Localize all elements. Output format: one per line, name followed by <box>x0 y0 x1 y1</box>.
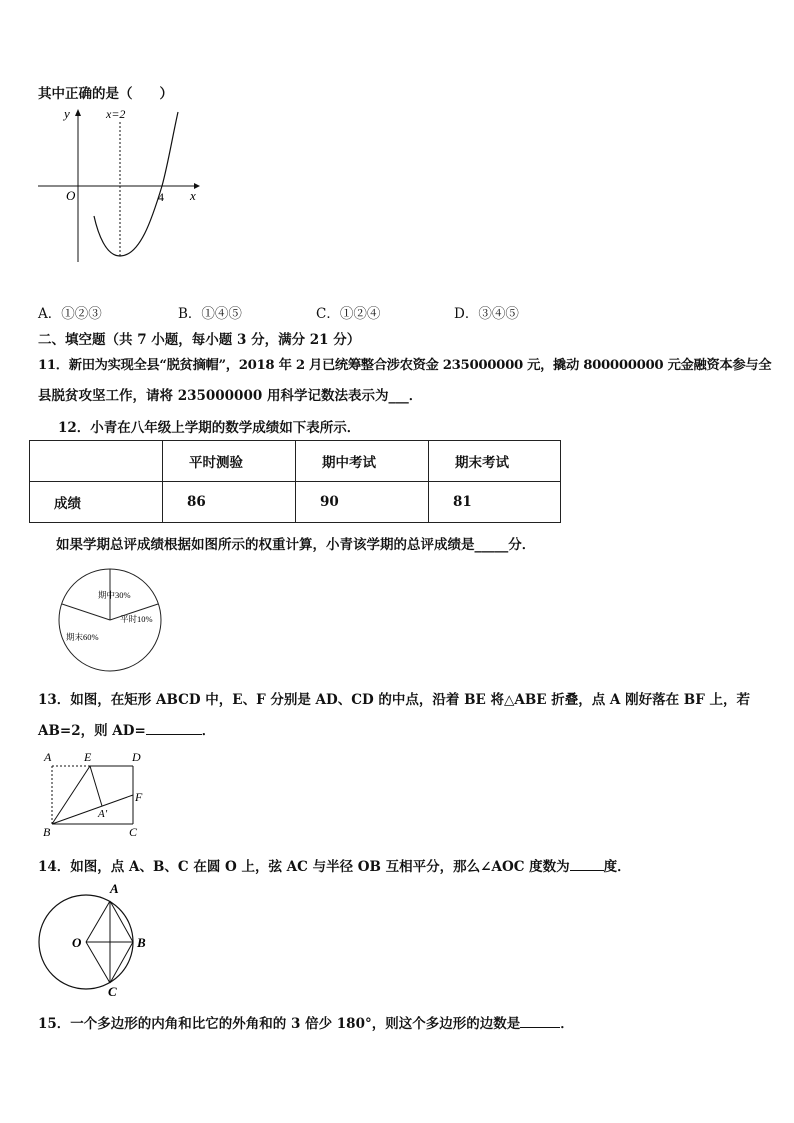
table-row <box>30 482 561 523</box>
question-15-pre: 15．一个多边形的内角和比它的外角和的 3 倍少 180°，则这个多边形的边数是 <box>38 1016 521 1032</box>
label-b: B <box>43 825 51 838</box>
question-13-post: ． <box>201 723 216 739</box>
question-15-post: ． <box>560 1016 574 1032</box>
table-header-cell: 期末考试 <box>429 441 561 482</box>
graph-label-y: y <box>64 106 70 121</box>
segment-oa <box>86 901 110 942</box>
segment-ea-prime <box>90 766 102 806</box>
question-14-text <box>38 855 631 875</box>
table-cell: 86 <box>163 482 296 523</box>
pie-label-midterm: 期中30% <box>98 590 131 600</box>
label-f: F <box>135 790 143 804</box>
section-heading: 二、填空题（共 7 小题，每小题 3 分，满分 21 分） <box>38 332 361 348</box>
question-10-prompt: 其中正确的是（ ） <box>38 86 173 102</box>
question-13-pre: AB=2，则 AD= <box>38 723 146 739</box>
table-header-row <box>30 441 561 482</box>
table-cell: 81 <box>429 482 561 523</box>
rectangle-fold-figure <box>38 746 158 838</box>
graph-label-x: x <box>190 188 196 203</box>
option-d-letter: D． <box>454 306 479 322</box>
option-b-letter: B． <box>178 306 202 322</box>
label-a: A <box>110 881 119 896</box>
weight-pie-chart <box>56 566 166 674</box>
question-15-text <box>38 1012 574 1032</box>
question-12-intro: 12．小青在八年级上学期的数学成绩如下表所示． <box>58 420 361 436</box>
option-c-letter: C． <box>316 306 340 322</box>
pie-label-regular: 平时10% <box>120 614 153 624</box>
label-d: D <box>132 750 141 764</box>
segment-bf <box>52 795 133 824</box>
option-b[interactable] <box>178 302 242 322</box>
option-c[interactable] <box>316 302 380 322</box>
score-table <box>29 440 561 523</box>
option-c-value: ①②④ <box>339 306 381 322</box>
pie-label-final: 期末60% <box>66 632 99 642</box>
parabola-graph <box>36 104 206 266</box>
table-header-cell <box>30 441 163 482</box>
label-c: C <box>129 825 138 838</box>
question-14-pre: 14．如图，点 A、B、C 在圆 O 上，弦 AC 与半径 OB 互相平分，那么∠AOC 度数为 <box>38 859 570 875</box>
segment-oc <box>86 942 110 983</box>
circle-figure <box>36 880 156 1000</box>
graph-label-origin: O <box>66 188 76 203</box>
answer-blank-14[interactable] <box>570 858 604 871</box>
label-a-prime: A′ <box>98 808 108 820</box>
label-b: B <box>137 935 146 950</box>
question-12-text: 如果学期总评成绩根据如图所示的权重计算，小青该学期的总评成绩是_____分． <box>56 537 536 553</box>
question-11-line-2: 县脱贫攻坚工作，请将 235000000 用科学记数法表示为___． <box>38 388 423 404</box>
table-row-label: 成绩 <box>30 482 163 523</box>
label-o: O <box>72 935 82 950</box>
question-11-line-1: 11．新田为实现全县“脱贫摘帽”，2018 年 2 月已统筹整合涉农资金 235000000 元，撬动 800000000 元金融资本参与全 <box>38 358 772 373</box>
table-cell: 90 <box>296 482 429 523</box>
label-a: A <box>44 750 52 764</box>
graph-label-symmetry: x=2 <box>106 107 126 121</box>
answer-blank-13[interactable] <box>146 722 202 735</box>
option-d[interactable] <box>454 302 519 322</box>
answer-blank-15[interactable] <box>520 1015 560 1028</box>
y-axis-arrow <box>75 109 81 116</box>
question-13-line-2 <box>38 719 215 739</box>
segment-ab <box>110 901 133 942</box>
segment-cb <box>110 942 133 983</box>
option-d-value: ③④⑤ <box>478 306 519 322</box>
option-b-value: ①④⑤ <box>201 306 242 322</box>
table-header-cell: 平时测验 <box>163 441 296 482</box>
table-header-cell: 期中考试 <box>296 441 429 482</box>
segment-be <box>52 766 90 824</box>
parabola-curve <box>94 112 178 256</box>
label-e: E <box>84 750 92 764</box>
graph-label-root: 4 <box>158 190 164 204</box>
question-14-post: 度． <box>603 859 631 875</box>
label-c: C <box>108 984 117 999</box>
option-a[interactable] <box>38 302 102 322</box>
option-a-letter: A． <box>38 306 62 322</box>
question-13-line-1: 13．如图，在矩形 ABCD 中，E、F 分别是 AD、CD 的中点，沿着 BE 将△ABE 折叠，点 A 刚好落在 BF 上，若 <box>38 692 751 708</box>
option-a-value: ①②③ <box>61 306 102 322</box>
